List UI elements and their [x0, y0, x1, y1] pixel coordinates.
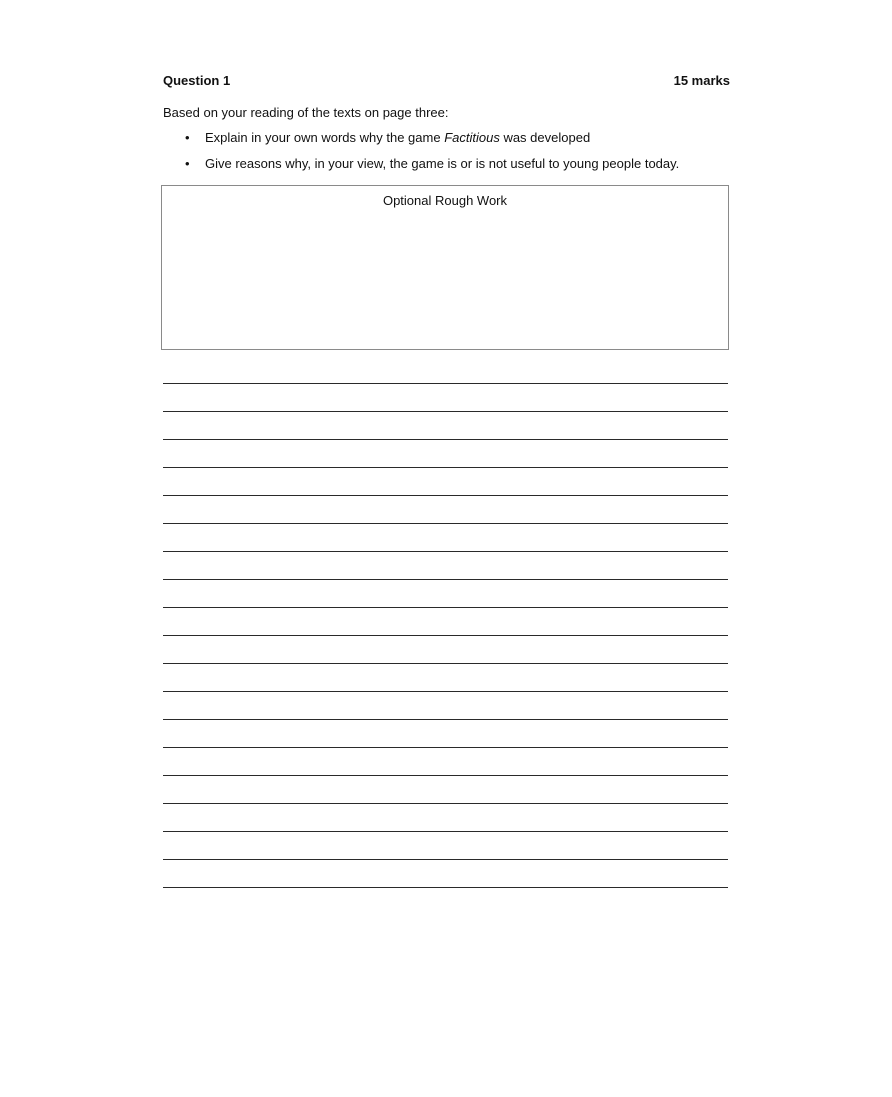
answer-line[interactable] [163, 747, 728, 748]
bullet-text-after: was developed [499, 130, 591, 145]
answer-line[interactable] [163, 411, 728, 412]
rough-work-label: Optional Rough Work [382, 193, 508, 208]
answer-line[interactable] [163, 691, 728, 692]
answer-line[interactable] [163, 523, 728, 524]
answer-line[interactable] [163, 719, 728, 720]
answer-line[interactable] [163, 551, 728, 552]
bullet-item [163, 130, 679, 156]
bullet-text-italic: Factitious [444, 130, 500, 145]
answer-line[interactable] [163, 579, 728, 580]
answer-line[interactable] [163, 775, 728, 776]
answer-line[interactable] [163, 859, 728, 860]
bullet-text-before: Explain in your own words why the game [205, 130, 445, 145]
answer-line[interactable] [163, 635, 728, 636]
answer-line[interactable] [163, 663, 728, 664]
answer-line[interactable] [163, 439, 728, 440]
question-title: Question 1 [163, 73, 231, 88]
question-intro: Based on your reading of the texts on page three: [163, 105, 449, 120]
question-marks: 15 marks [673, 73, 730, 88]
question-bullets [163, 130, 679, 182]
bullet-icon: • [185, 130, 190, 145]
answer-line[interactable] [163, 383, 728, 384]
answer-line[interactable] [163, 831, 728, 832]
answer-line[interactable] [163, 803, 728, 804]
bullet-text-before: Give reasons why, in your view, the game is or is not useful to young people today. [205, 156, 680, 171]
bullet-icon: • [185, 156, 190, 171]
answer-line[interactable] [163, 467, 728, 468]
answer-line[interactable] [163, 887, 728, 888]
answer-line[interactable] [163, 607, 728, 608]
rough-work-box[interactable] [161, 185, 729, 350]
question-header [163, 73, 730, 91]
answer-lines[interactable] [163, 383, 728, 915]
bullet-item [163, 156, 679, 182]
answer-line[interactable] [163, 495, 728, 496]
